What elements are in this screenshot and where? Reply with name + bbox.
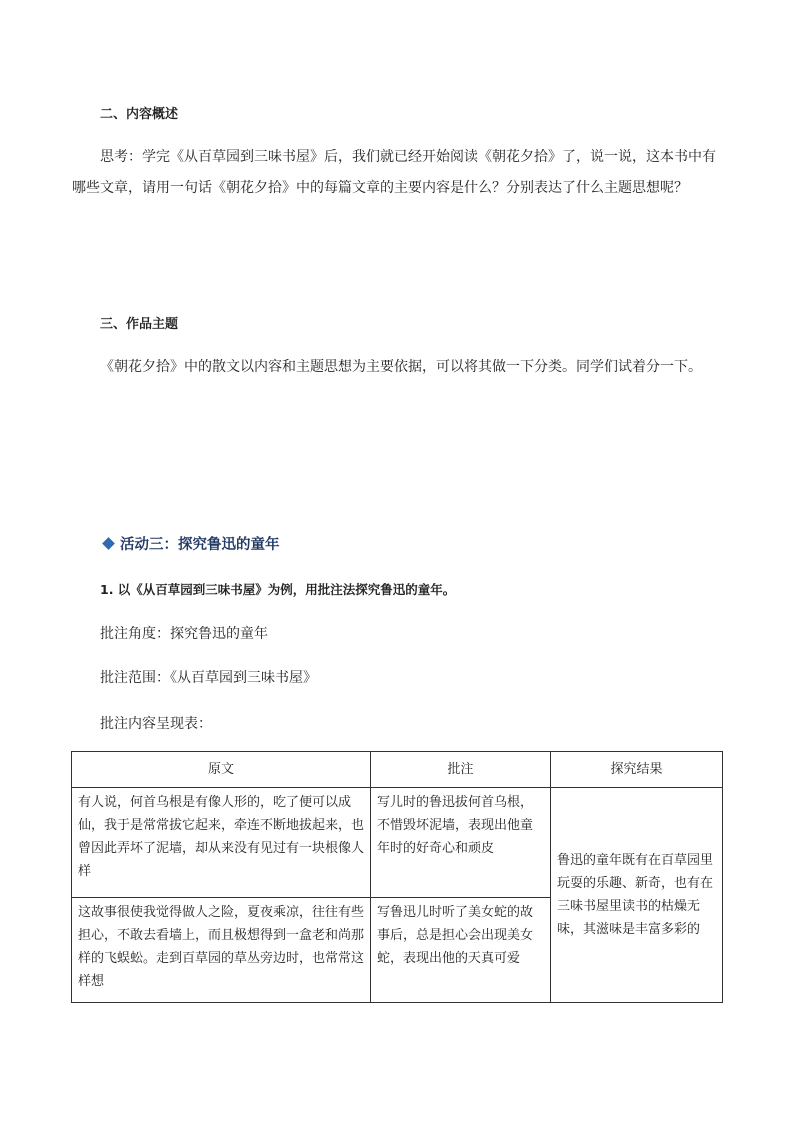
activity-3-title-text: 活动三：探究鲁迅的童年	[120, 537, 280, 553]
header-annotation: 批注	[371, 752, 551, 788]
theme-text: 《朝花夕拾》中的散文以内容和主题思想为主要依据，可以将其做一下分类。同学们试着分一下。	[100, 359, 702, 375]
header-result: 探究结果	[551, 752, 723, 788]
activity-3-title	[104, 533, 280, 554]
annotation-scope: 批注范围：《从百草园到三味书屋》	[100, 670, 317, 686]
section-heading-content-overview: 二、内容概述	[100, 107, 179, 122]
task-instruction: 1. 以《从百草园到三味书屋》为例，用批注法探究鲁迅的童年。	[100, 582, 456, 597]
table-row	[72, 788, 723, 898]
question-text-line-1: 思考：学完《从百草园到三味书屋》后，我们就已经开始阅读《朝花夕拾》了，说一说，这本书中有	[100, 149, 716, 165]
cell-original: 这故事很使我觉得做人之险，夏夜乘凉，往往有些担心，不敢去看墙上，而且极想得到一盒老和尚那样的飞蜈蚣。走到百草园的草丛旁边时，也常常这样想	[72, 898, 371, 1003]
table-intro: 批注内容呈现表：	[100, 716, 212, 732]
diamond-bullet-icon	[102, 537, 115, 550]
cell-result: 鲁迅的童年既有在百草园里玩耍的乐趣、新奇，也有在三味书屋里读书的枯燥无味，其滋味是丰富多彩的	[551, 788, 723, 1003]
cell-original: 有人说，何首乌根是有像人形的，吃了便可以成仙，我于是常常拔它起来，牵连不断地拔起来，也曾因此弄坏了泥墙，却从来没有见过有一块根像人样	[72, 788, 371, 898]
annotation-angle: 批注角度：探究鲁迅的童年	[100, 626, 268, 642]
header-original: 原文	[72, 752, 371, 788]
cell-annotation: 写鲁迅儿时听了美女蛇的故事后，总是担心会出现美女蛇，表现出他的天真可爱	[371, 898, 551, 1003]
question-text-line-2: 哪些文章，请用一句话《朝花夕拾》中的每篇文章的主要内容是什么？分别表达了什么主题思想呢？	[72, 180, 688, 196]
cell-annotation: 写儿时的鲁迅拔何首乌根，不惜毁坏泥墙，表现出他童年时的好奇心和顽皮	[371, 788, 551, 898]
section-heading-theme: 三、作品主题	[100, 317, 179, 332]
annotation-table	[71, 751, 723, 1003]
table-header-row	[72, 752, 723, 788]
